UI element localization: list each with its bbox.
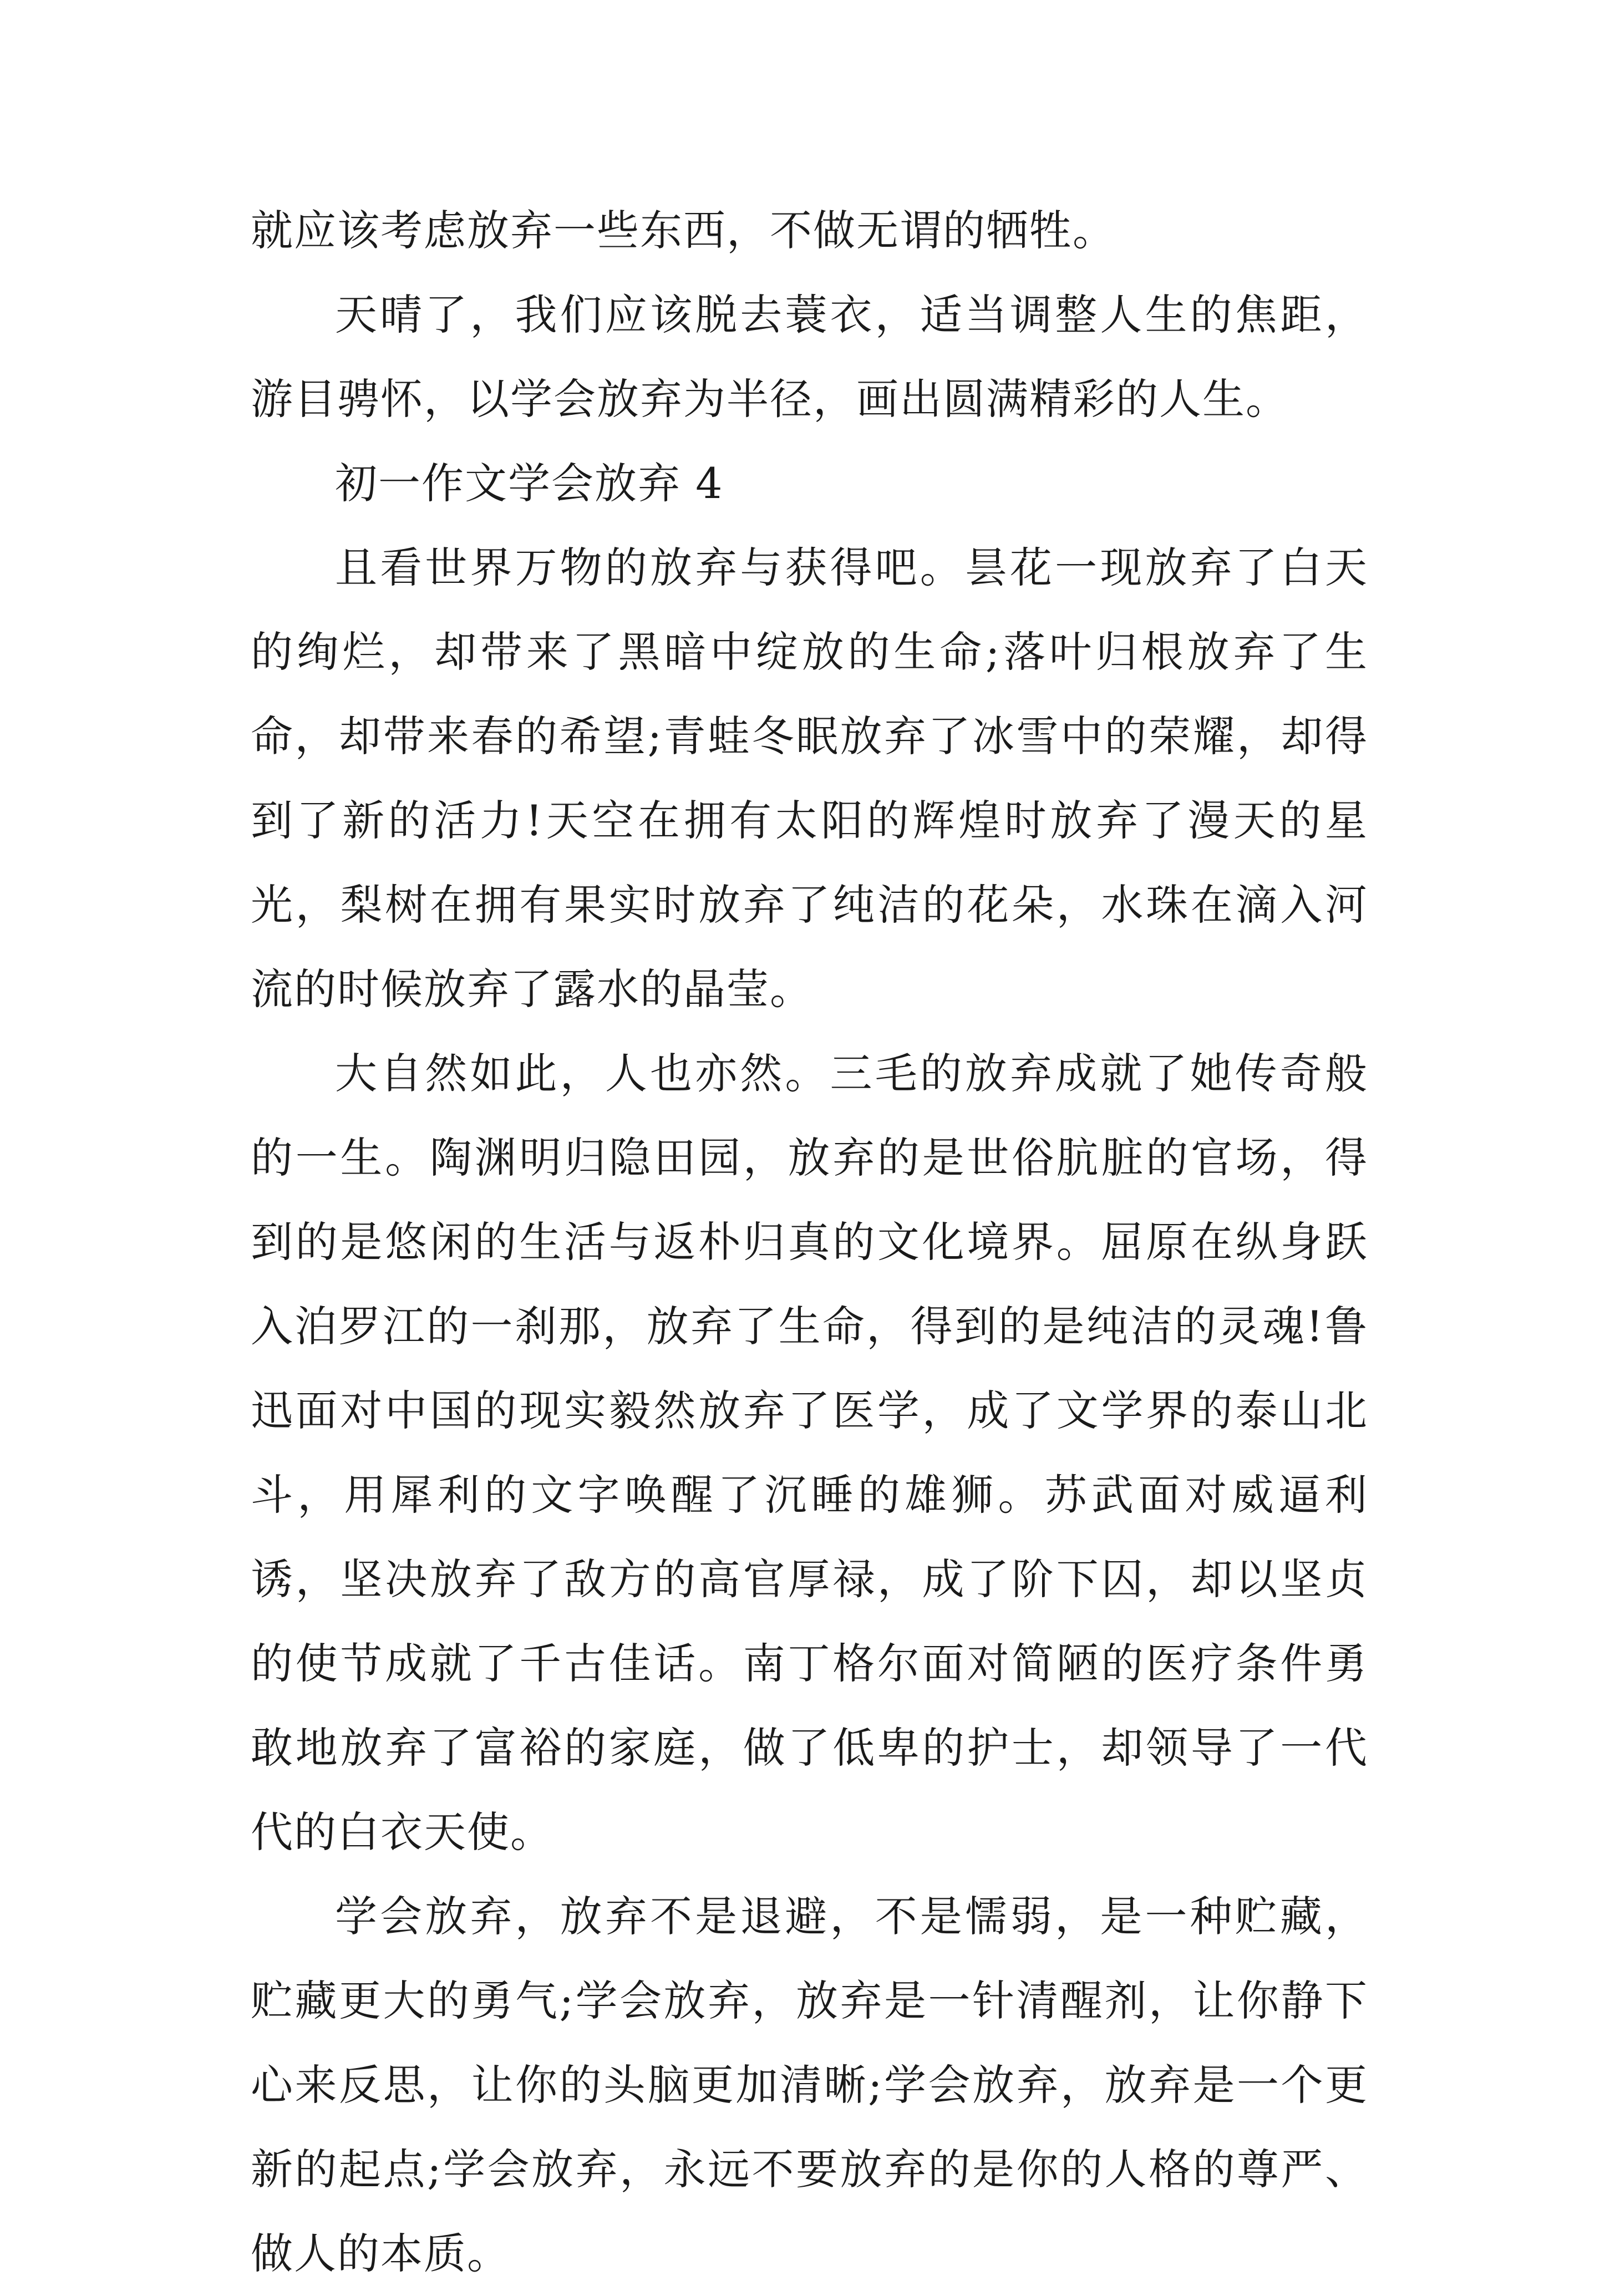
- paragraph-conclusion: 天晴了，我们应该脱去蓑衣，适当调整人生的焦距，游目骋怀，以学会放弃为半径，画出圆满精彩的人生。: [251, 290, 1368, 424]
- paragraph-nature: 且看世界万物的放弃与获得吧。昙花一现放弃了白天的绚烂，却带来了黑暗中绽放的生命;落叶归根放弃了生命，却带来春的希望;青蛙冬眠放弃了冰雪中的荣耀，却得到了新的活力!天空在拥有太阳的辉煌时放弃了漫天的星光，梨树在拥有果实时放弃了纯洁的花朵，水珠在滴入河流的时候放弃了露水的晶莹。: [251, 543, 1368, 1014]
- document-body: [251, 189, 1368, 2296]
- paragraph-people: 大自然如此，人也亦然。三毛的放弃成就了她传奇般的一生。陶渊明归隐田园，放弃的是世俗肮脏的官场，得到的是悠闲的生活与返朴归真的文化境界。屈原在纵身跃入泊罗江的一刹那，放弃了生命，得到的是纯洁的灵魂!鲁迅面对中国的现实毅然放弃了医学，成了文学界的泰山北斗，用犀利的文字唤醒了沉睡的雄狮。苏武面对威逼利诱，坚决放弃了敌方的高官厚禄，成了阶下囚，却以坚贞的使节成就了千古佳话。南丁格尔面对简陋的医疗条件勇敢地放弃了富裕的家庭，做了低卑的护士，却领导了一代代的白衣天使。: [251, 1049, 1368, 1857]
- essay-title: 初一作文学会放弃 4: [335, 459, 724, 508]
- paragraph-learn-to-let-go: 学会放弃，放弃不是退避，不是懦弱，是一种贮藏，贮藏更大的勇气;学会放弃，放弃是一针清醒剂，让你静下心来反思，让你的头脑更加清晰;学会放弃，放弃是一个更新的起点;学会放弃，永远不要放弃的是你的人格的尊严、做人的本质。: [251, 1892, 1368, 2278]
- paragraph-continuation: 就应该考虑放弃一些东西，不做无谓的牺牲。: [251, 206, 1116, 255]
